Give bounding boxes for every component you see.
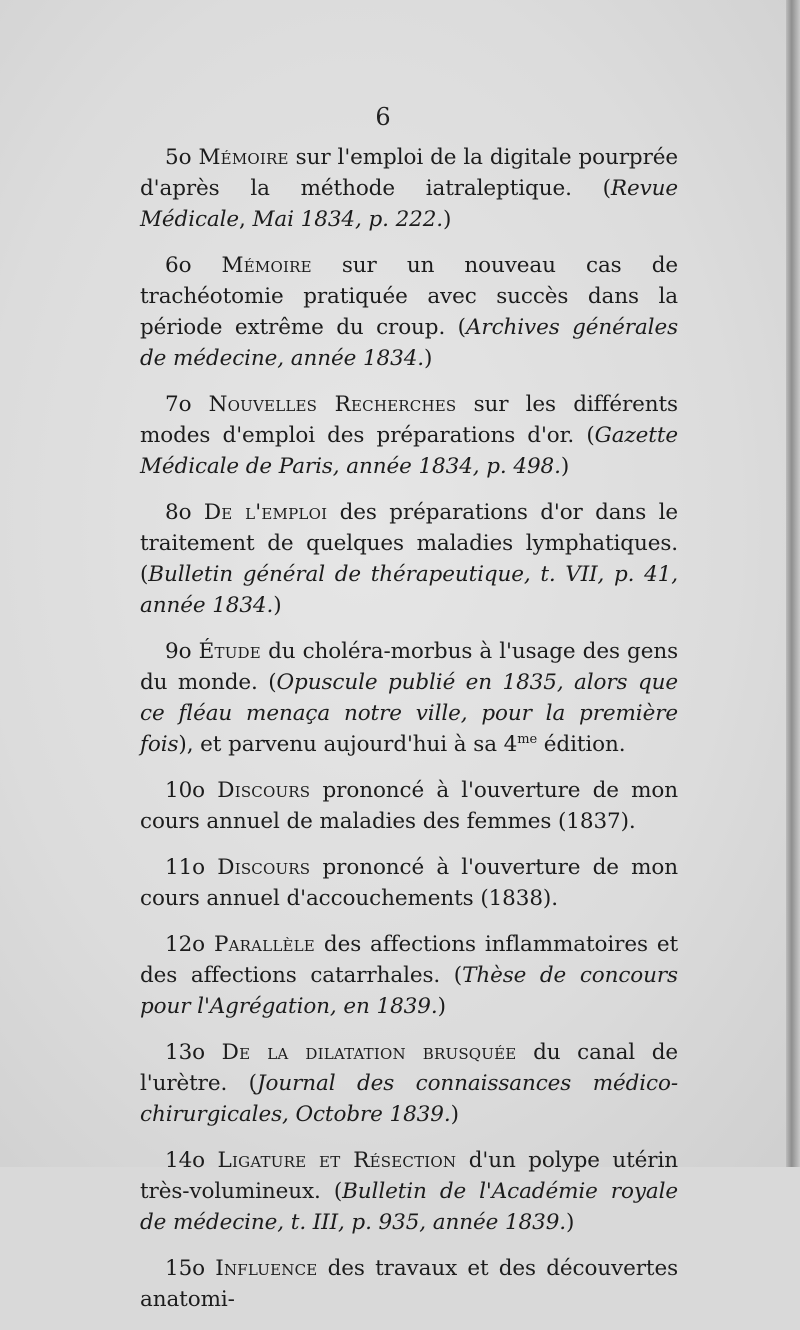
entry-source: Bulletin général de thérapeutique, t. VII, p. 41, année 1834. xyxy=(140,562,678,618)
entry-source: Gazette Médicale de Paris, année 1834, p. 498. xyxy=(140,423,678,479)
bibliography-entry xyxy=(140,852,678,914)
bibliography-entry xyxy=(140,1145,678,1238)
entry-text: ) xyxy=(450,1102,459,1127)
entry-number: 6o xyxy=(165,253,192,278)
entry-text: prononcé à l'ouverture de mon cours annuel de maladies des femmes (1837). xyxy=(140,778,678,834)
entry-text: prononcé à l'ouverture de mon cours annuel d'accouchements (1838). xyxy=(140,855,678,911)
entry-text: , xyxy=(239,207,253,232)
entry-number: 9o xyxy=(165,639,192,664)
bibliography-entry xyxy=(140,389,678,482)
page-edge-shadow xyxy=(786,0,800,1167)
entry-text: ) xyxy=(443,207,452,232)
entry-number: 15o xyxy=(165,1256,206,1281)
bibliography-list xyxy=(140,142,678,1330)
entry-number: 12o xyxy=(165,932,206,957)
entry-heading: Discours xyxy=(217,855,311,880)
entry-text: du canal de l'urètre. ( xyxy=(140,1040,678,1096)
entry-number: 8o xyxy=(165,500,192,525)
entry-source: Archives générales de médecine, année 1834. xyxy=(140,315,678,371)
entry-heading: Influence xyxy=(215,1256,318,1281)
entry-text: des préparations d'or dans le traitement de quelques maladies lymphatiques. ( xyxy=(140,500,678,587)
entry-source: Mai 1834, p. 222. xyxy=(252,207,444,232)
entry-heading: Nouvelles Recherches xyxy=(208,392,457,417)
bibliography-entry xyxy=(140,929,678,1022)
entry-heading: Discours xyxy=(217,778,311,803)
entry-number: 11o xyxy=(165,855,206,880)
entry-heading: Mémoire xyxy=(198,145,289,170)
entry-text: sur un nouveau cas de trachéotomie pratiquée avec succès dans la période extrême du croup. ( xyxy=(140,253,678,340)
entry-text: d'un polype utérin très-volumineux. ( xyxy=(140,1148,678,1204)
entry-heading: Ligature et Résection xyxy=(217,1148,457,1173)
entry-source: Thèse de concours pour l'Agrégation, en 1839. xyxy=(140,963,678,1019)
entry-text: sur les différents modes d'emploi des préparations d'or. ( xyxy=(140,392,678,448)
bibliography-entry xyxy=(140,250,678,374)
entry-text: édition. xyxy=(537,732,626,757)
entry-source: Journal des connaissances médico-chirurgicales, Octobre 1839. xyxy=(140,1071,679,1127)
entry-text: ) xyxy=(424,346,433,371)
entry-number: 10o xyxy=(165,778,206,803)
bibliography-entry xyxy=(140,142,678,235)
entry-text: ) xyxy=(560,454,570,479)
entry-text: du choléra-morbus à l'usage des gens du monde. ( xyxy=(140,639,679,695)
bibliography-entry xyxy=(140,775,678,837)
entry-heading: Étude xyxy=(198,639,261,664)
bibliography-entry xyxy=(140,1037,678,1130)
bibliography-entry xyxy=(140,1253,678,1315)
entry-superscript: me xyxy=(517,731,538,747)
entry-text: ) xyxy=(273,593,282,618)
bibliography-entry xyxy=(140,497,678,621)
entry-number: 5o xyxy=(165,145,192,170)
entry-text: ), et parvenu aujourd'hui à sa 4 xyxy=(178,732,518,757)
entry-source: Opuscule publié en 1835, alors que ce fléau menaça notre ville, pour la première fois xyxy=(140,670,678,757)
bibliography-entry xyxy=(140,636,678,760)
entry-text: des affections inflammatoires et des affections catarrhales. ( xyxy=(140,932,678,988)
page-number: 6 xyxy=(375,103,391,131)
entry-text: ) xyxy=(566,1210,575,1235)
entry-text: sur l'emploi de la digitale pourprée d'après la méthode iatraleptique. ( xyxy=(140,145,678,201)
entry-heading: De la dilatation brusquée xyxy=(221,1040,517,1065)
entry-text: des travaux et des découvertes anatomi- xyxy=(140,1256,679,1312)
entry-source: Bulletin de l'Académie royale de médecine, t. III, p. 935, année 1839. xyxy=(140,1179,678,1235)
entry-heading: De l'emploi xyxy=(203,500,328,525)
entry-number: 13o xyxy=(165,1040,206,1065)
entry-source: Revue Médicale xyxy=(140,176,678,232)
entry-number: 7o xyxy=(165,392,192,417)
entry-heading: Parallèle xyxy=(213,932,315,957)
entry-number: 14o xyxy=(165,1148,206,1173)
entry-heading: Mémoire xyxy=(221,253,312,278)
entry-text: ) xyxy=(437,994,446,1019)
